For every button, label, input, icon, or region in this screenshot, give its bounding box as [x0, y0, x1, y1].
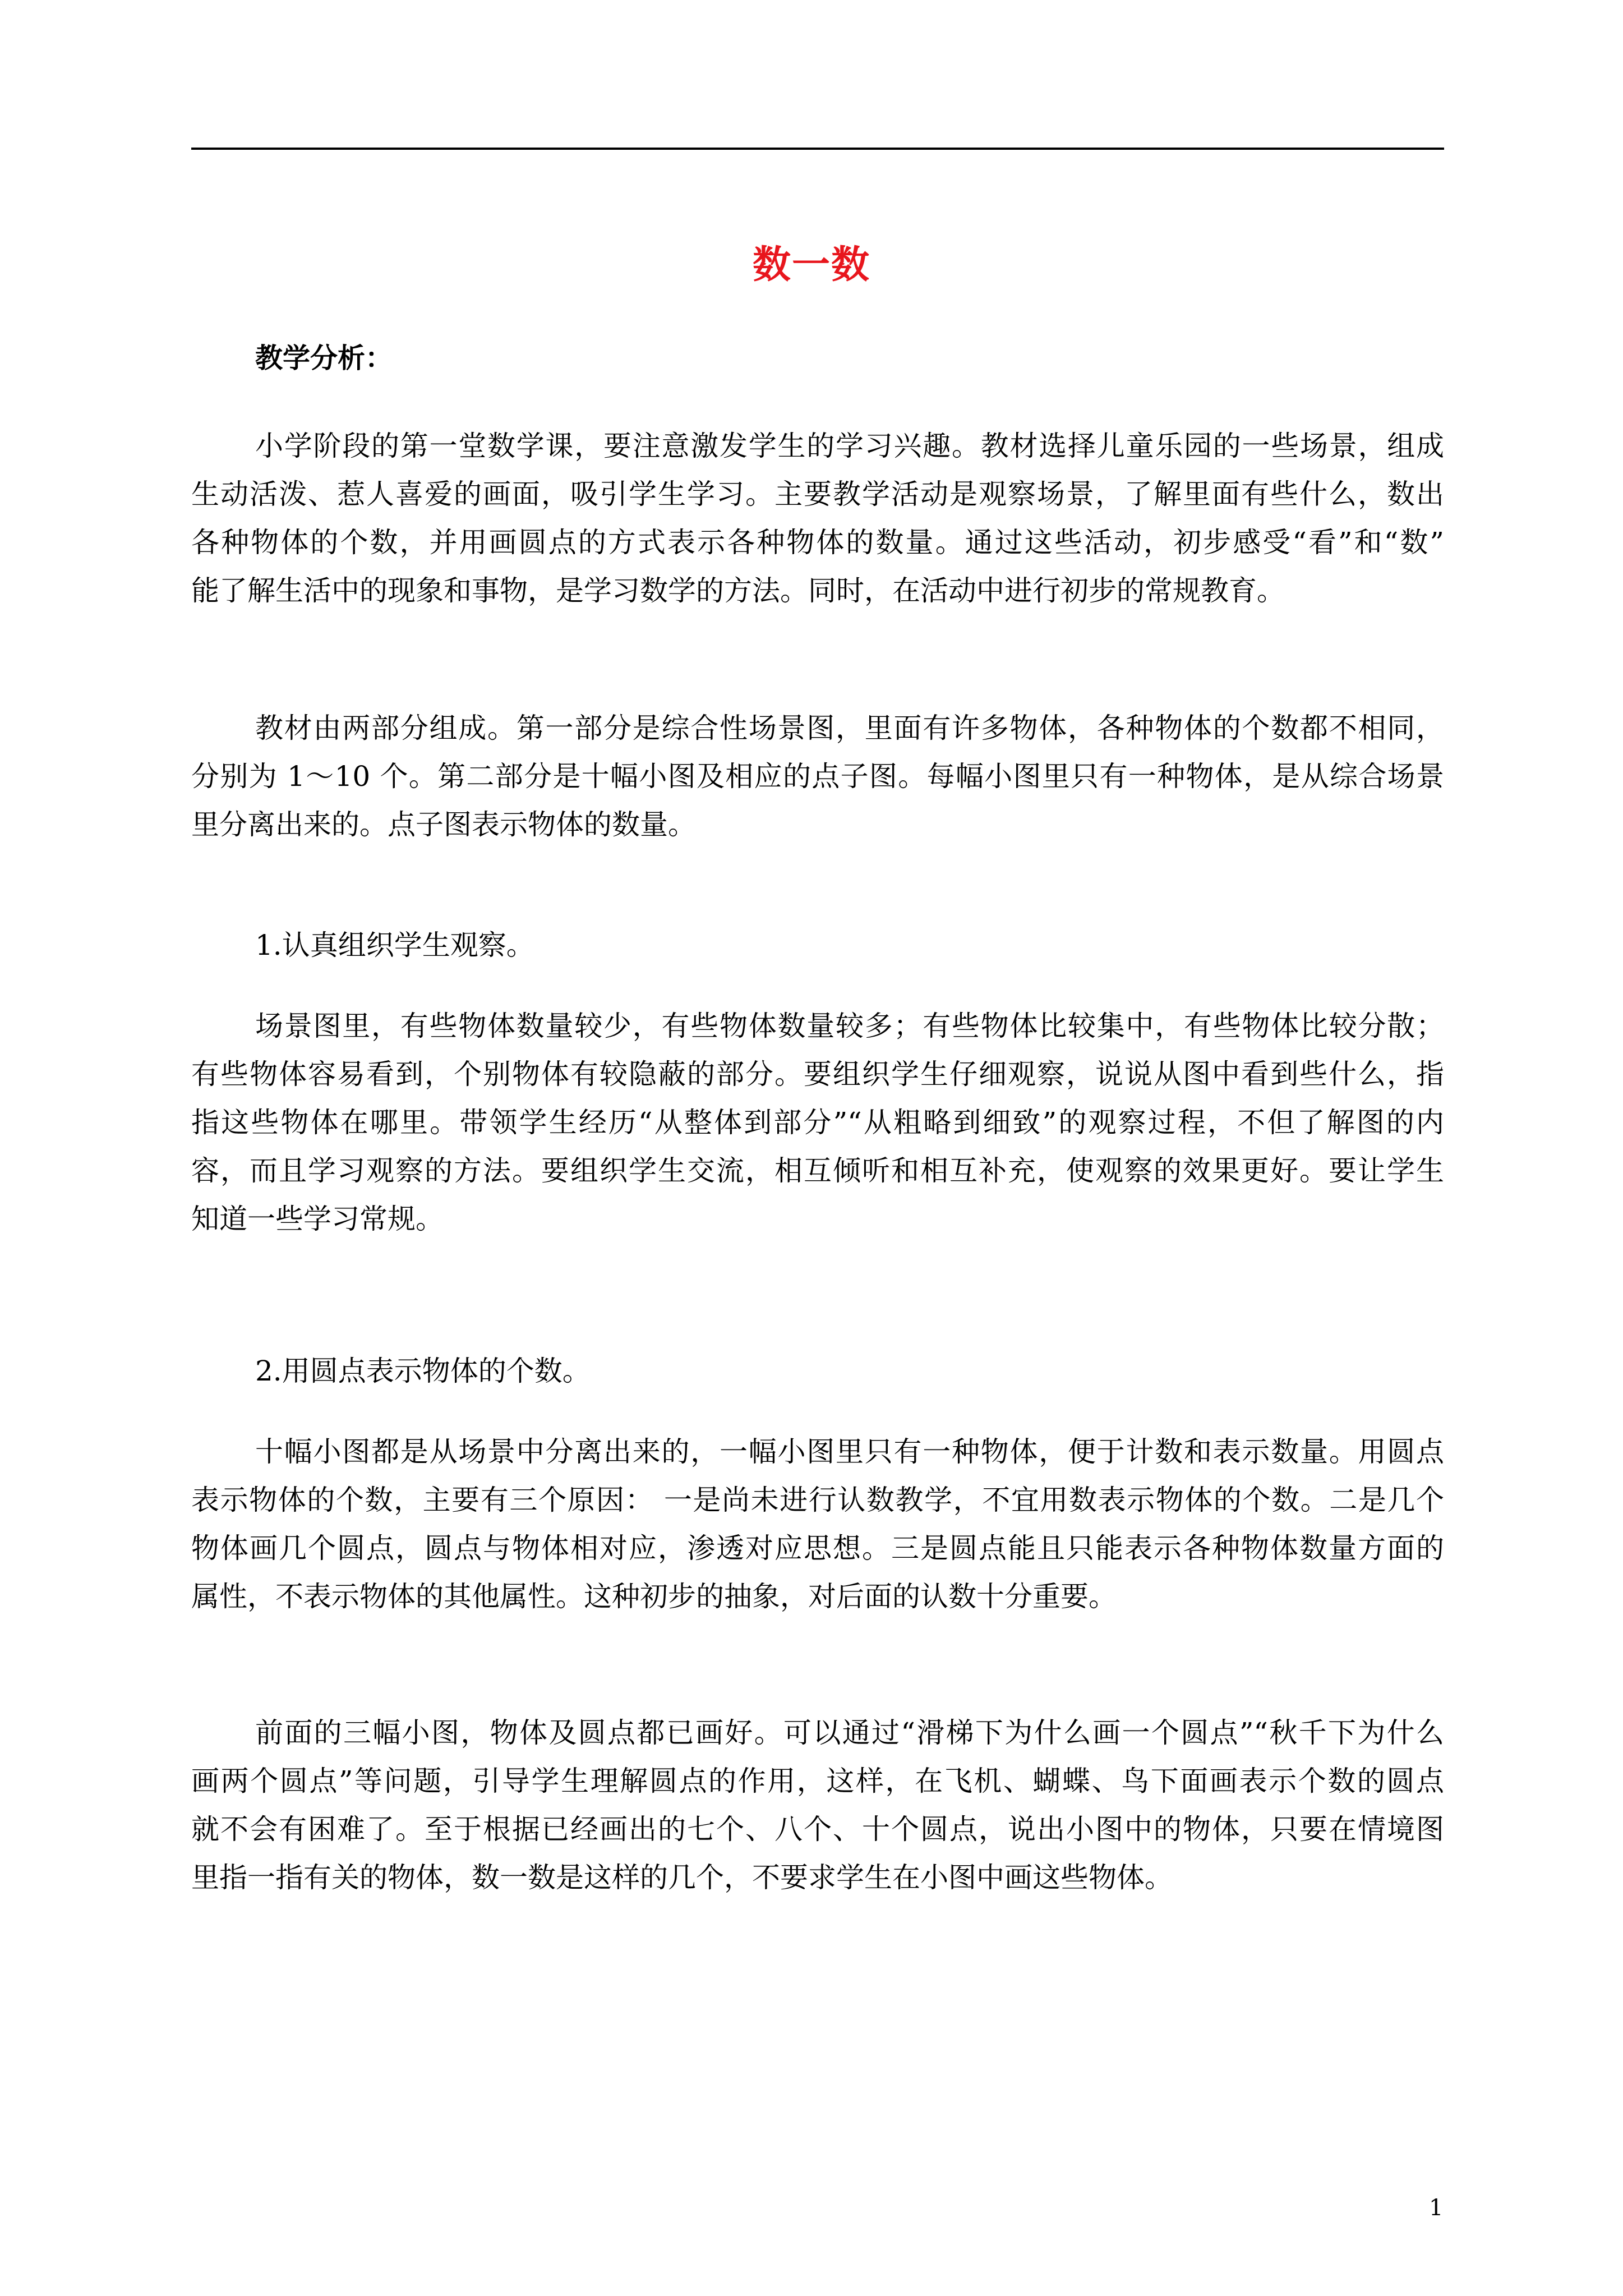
paragraph-line: 容，而且学习观察的方法。要组织学生交流，相互倾听和相互补充，使观察的效果更好。要让学生 [191, 1154, 1444, 1187]
paragraph-line: 场景图里，有些物体数量较少，有些物体数量较多；有些物体比较集中，有些物体比较分散； [255, 1010, 1444, 1042]
paragraph-4 [191, 1428, 1444, 1621]
paragraph-line: 生动活泼、惹人喜爱的画面，吸引学生学习。主要教学活动是观察场景，了解里面有些什么，数出 [191, 478, 1444, 510]
list-item-2: 2.用圆点表示物体的个数。 [255, 1355, 591, 1387]
paragraph-line: 画两个圆点”等问题，引导学生理解圆点的作用，这样，在飞机、蝴蝶、鸟下面画表示个数的圆点 [191, 1765, 1444, 1797]
paragraph-line: 各种物体的个数，并用画圆点的方式表示各种物体的数量。通过这些活动，初步感受“看”和“数” [191, 526, 1444, 559]
paragraph-line: 就不会有困难了。至于根据已经画出的七个、八个、十个圆点，说出小图中的物体，只要在情境图 [191, 1813, 1444, 1846]
paragraph-line: 知道一些学习常规。 [191, 1203, 444, 1235]
page-title: 数一数 [752, 242, 870, 287]
paragraph-2 [191, 704, 1444, 849]
paragraph-line: 属性，不表示物体的其他属性。这种初步的抽象，对后面的认数十分重要。 [191, 1580, 1117, 1613]
section-heading: 教学分析： [255, 342, 393, 374]
paragraph-line: 分别为 1～10 个。第二部分是十幅小图及相应的点子图。每幅小图里只有一种物体，是从综合场景 [191, 760, 1444, 793]
paragraph-1 [191, 422, 1444, 615]
paragraph-line: 表示物体的个数，主要有三个原因： 一是尚未进行认数教学，不宜用数表示物体的个数。二是几个 [191, 1484, 1444, 1516]
page-number: 1 [1429, 2195, 1444, 2221]
paragraph-line: 十幅小图都是从场景中分离出来的，一幅小图里只有一种物体，便于计数和表示数量。用圆点 [255, 1435, 1444, 1468]
paragraph-line: 有些物体容易看到，个别物体有较隐蔽的部分。要组织学生仔细观察，说说从图中看到些什么，指 [191, 1058, 1444, 1091]
paragraph-line: 小学阶段的第一堂数学课，要注意激发学生的学习兴趣。教材选择儿童乐园的一些场景，组成 [255, 430, 1444, 462]
paragraph-line: 能了解生活中的现象和事物，是学习数学的方法。同时，在活动中进行初步的常规教育。 [191, 574, 1285, 607]
paragraph-line: 里指一指有关的物体，数一数是这样的几个，不要求学生在小图中画这些物体。 [191, 1861, 1173, 1894]
paragraph-line: 里分离出来的。点子图表示物体的数量。 [191, 808, 696, 841]
paragraph-line: 物体画几个圆点，圆点与物体相对应，渗透对应思想。三是圆点能且只能表示各种物体数量方面的 [191, 1532, 1444, 1565]
paragraph-5 [191, 1709, 1444, 1902]
paragraph-line: 前面的三幅小图，物体及圆点都已画好。可以通过“滑梯下为什么画一个圆点”“秋千下为什么 [255, 1717, 1444, 1749]
paragraph-line: 教材由两部分组成。第一部分是综合性场景图，里面有许多物体，各种物体的个数都不相同， [255, 712, 1444, 744]
paragraph-line: 指这些物体在哪里。带领学生经历“从整体到部分”“从粗略到细致”的观察过程，不但了解图的内 [191, 1106, 1444, 1139]
list-item-1: 1.认真组织学生观察。 [255, 929, 534, 961]
header-rule [191, 148, 1444, 150]
paragraph-3 [191, 1002, 1444, 1243]
